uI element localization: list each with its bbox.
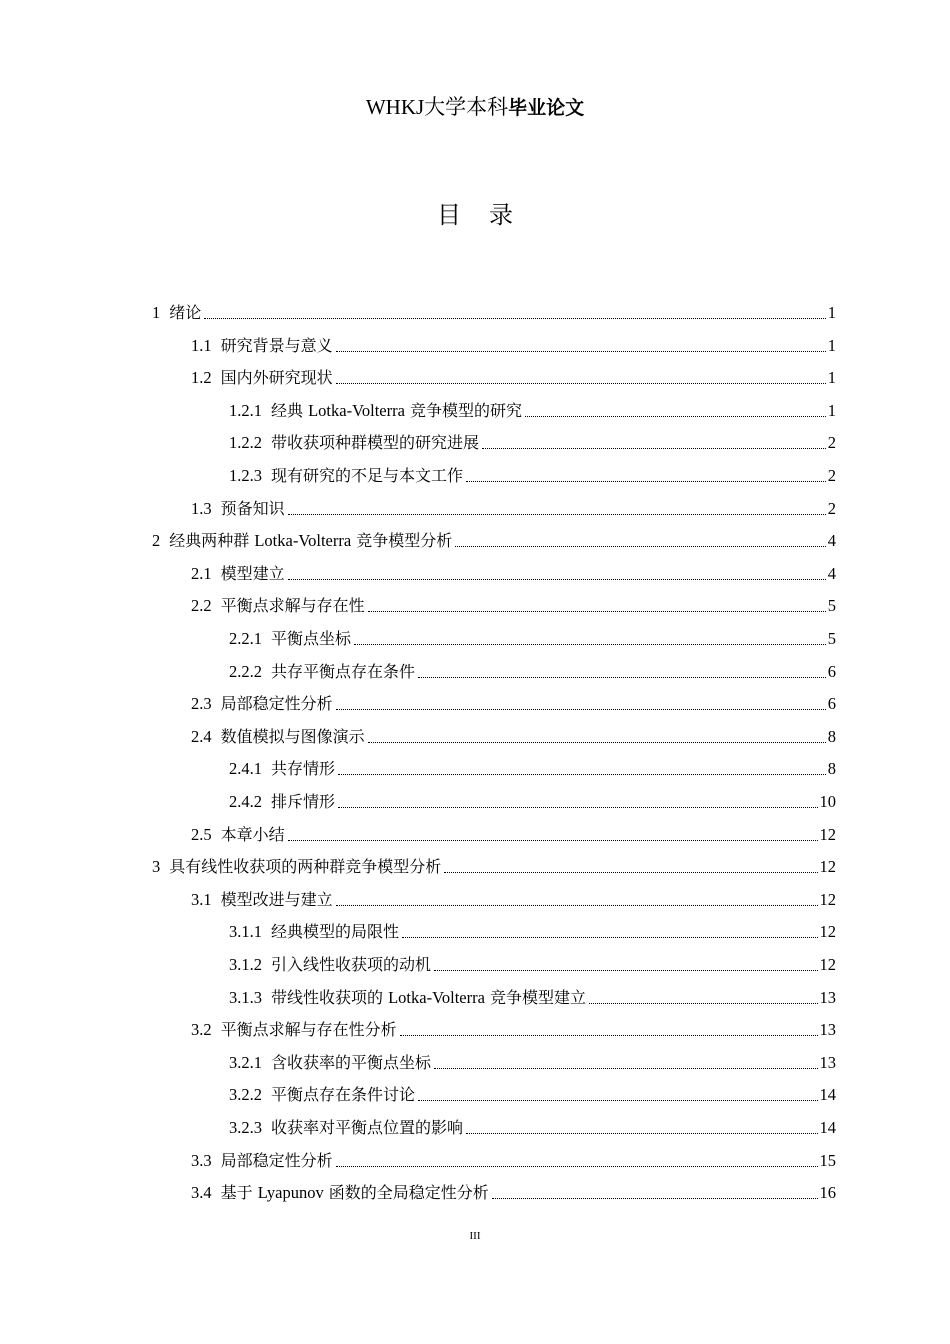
toc-entry-number: 2 [152, 531, 161, 551]
toc-entry-page: 12 [819, 824, 836, 844]
toc-entry-title: 模型改进与建立 [220, 889, 333, 909]
toc-entry-page: 6 [827, 694, 836, 714]
toc-entry[interactable] [0, 814, 836, 846]
toc-entry-title: 局部稳定性分析 [220, 694, 333, 714]
toc-entry-title: 现有研究的不足与本文工作 [271, 466, 464, 485]
toc-entry-number: 3.3 [191, 1150, 212, 1170]
toc-entry-number: 1.1 [191, 335, 212, 355]
toc-entry-number: 3.4 [191, 1183, 212, 1203]
toc-entry[interactable] [0, 651, 836, 683]
toc-leader-dots [466, 1133, 817, 1134]
toc-entry-number: 3.1.1 [229, 922, 262, 942]
toc-leader-dots [204, 318, 825, 319]
toc-leader-dots [354, 644, 826, 645]
toc-entry-number: 3 [152, 857, 161, 877]
toc-entry-page: 5 [827, 629, 836, 648]
toc-entry-number: 2.2.2 [229, 661, 262, 681]
toc-leader-dots [466, 481, 826, 482]
toc-entry-number: 3.2.2 [229, 1085, 262, 1105]
toc-entry-title: 含收获率的平衡点坐标 [271, 1052, 432, 1072]
page-number: III [469, 1230, 481, 1242]
toc-entry-title: 本章小结 [220, 824, 285, 844]
toc-entry-title: 平衡点坐标 [271, 629, 352, 648]
toc-entry[interactable] [0, 781, 836, 813]
toc-leader-dots [418, 677, 826, 678]
toc-entry-number: 1.3 [191, 498, 212, 518]
toc-entry-page: 1 [827, 303, 836, 322]
toc-entry-number: 1.2.3 [229, 466, 262, 485]
toc-entry[interactable] [0, 683, 836, 715]
toc-entry[interactable] [0, 1140, 836, 1172]
toc-entry-page: 13 [819, 1020, 836, 1040]
toc-entry[interactable] [0, 879, 836, 911]
toc-entry[interactable] [0, 1009, 836, 1041]
toc-entry-title: 国内外研究现状 [220, 368, 333, 388]
toc-entry[interactable] [0, 390, 836, 422]
toc-entry-title: 预备知识 [220, 498, 285, 518]
toc-leader-dots [336, 383, 826, 384]
toc-leader-dots [368, 742, 826, 743]
toc-entry-page: 12 [819, 857, 836, 877]
toc-entry-number: 2.2 [191, 596, 212, 616]
toc-leader-dots [338, 774, 826, 775]
toc-entry-title: 共存情形 [271, 759, 336, 779]
toc-leader-dots [368, 611, 826, 612]
toc-leader-dots [482, 448, 826, 449]
toc-entry-number: 1 [152, 303, 161, 322]
toc-entry-page: 1 [827, 400, 836, 420]
toc-entry-page: 6 [827, 661, 836, 681]
toc-entry-title: 经典模型的局限性 [271, 922, 400, 942]
toc-entry-page: 12 [819, 922, 836, 942]
toc-entry-page: 8 [827, 726, 836, 746]
toc-entry[interactable] [0, 1172, 836, 1204]
toc-entry-title: 数值模拟与图像演示 [220, 726, 365, 746]
toc-entry-title: 共存平衡点存在条件 [271, 661, 416, 681]
toc-entry[interactable] [0, 977, 836, 1009]
toc-entry-title: 局部稳定性分析 [220, 1150, 333, 1170]
toc-entry-title: 具有线性收获项的两种群竞争模型分析 [169, 857, 442, 877]
toc-title: 目录 [437, 201, 541, 229]
toc-entry-page: 13 [819, 1052, 836, 1072]
toc-leader-dots [338, 807, 817, 808]
toc-leader-dots [336, 905, 818, 906]
toc-entry-page: 12 [819, 955, 836, 974]
toc-entry-page: 2 [827, 498, 836, 518]
toc-leader-dots [336, 709, 826, 710]
toc-entry[interactable] [0, 488, 836, 520]
toc-entry[interactable] [0, 716, 836, 748]
header-thesis-label: 毕业论文 [508, 97, 585, 119]
toc-entry-title: 引入线性收获项的动机 [271, 955, 432, 974]
toc-leader-dots [288, 579, 826, 580]
toc-entry[interactable] [0, 1042, 836, 1074]
toc-entry-page: 8 [827, 759, 836, 779]
toc-leader-dots [525, 416, 826, 417]
toc-entry[interactable] [0, 585, 836, 617]
toc-leader-dots [400, 1035, 818, 1036]
toc-entry[interactable] [0, 520, 836, 552]
toc-entry-title: 基于 Lyapunov 函数的全局稳定性分析 [220, 1183, 489, 1203]
toc-entry[interactable] [0, 325, 836, 357]
toc-entry-number: 1.2.2 [229, 433, 262, 453]
toc-entry[interactable] [0, 553, 836, 585]
toc-leader-dots [434, 1068, 817, 1069]
toc-entry-title: 收获率对平衡点位置的影响 [271, 1118, 464, 1137]
toc-entry-page: 1 [827, 368, 836, 388]
toc-leader-dots [589, 1003, 817, 1004]
running-header [0, 92, 950, 123]
toc-entry-page: 4 [827, 531, 836, 551]
toc-entry-number: 2.5 [191, 824, 212, 844]
toc-entry[interactable] [0, 911, 836, 943]
toc-entry-title: 平衡点求解与存在性 [220, 596, 365, 616]
toc-entry[interactable] [0, 455, 836, 487]
toc-entry[interactable] [0, 292, 836, 324]
toc-entry[interactable] [0, 422, 836, 454]
header-university: WHKJ大学本科 [365, 95, 509, 119]
toc-entry-page: 14 [819, 1118, 836, 1137]
toc-entry-number: 3.1 [191, 889, 212, 909]
toc-entry-number: 3.1.2 [229, 955, 262, 974]
toc-entry-page: 14 [819, 1085, 836, 1105]
toc-entry-title: 经典 Lotka-Volterra 竞争模型的研究 [271, 400, 523, 420]
toc-entry-page: 5 [827, 596, 836, 616]
toc-leader-dots [492, 1198, 818, 1199]
toc-entry[interactable] [0, 357, 836, 389]
toc-entry-page: 12 [819, 889, 836, 909]
toc-entry-number: 3.2 [191, 1020, 212, 1040]
toc-entry[interactable] [0, 1074, 836, 1106]
toc-entry-number: 2.1 [191, 563, 212, 583]
toc-entry-page: 1 [827, 335, 836, 355]
toc-entry-title: 研究背景与意义 [220, 335, 333, 355]
toc-entry-number: 3.2.1 [229, 1052, 262, 1072]
toc-entry-number: 2.3 [191, 694, 212, 714]
toc-entry-page: 15 [819, 1150, 836, 1170]
toc-entry-number: 2.2.1 [229, 629, 262, 648]
toc-entry-title: 经典两种群 Lotka-Volterra 竞争模型分析 [169, 531, 453, 551]
toc-entry-number: 3.1.3 [229, 987, 262, 1007]
toc-entry-title: 排斥情形 [271, 792, 336, 811]
toc-entry[interactable] [0, 1107, 836, 1139]
toc-entry[interactable] [0, 944, 836, 976]
toc-leader-dots [288, 840, 818, 841]
toc-entry[interactable] [0, 846, 836, 878]
toc-leader-dots [455, 546, 825, 547]
toc-entry-title: 平衡点求解与存在性分析 [220, 1020, 397, 1040]
toc-entry[interactable] [0, 618, 836, 650]
toc-entry-title: 绪论 [169, 303, 202, 322]
toc-leader-dots [336, 351, 826, 352]
toc-entry-page: 2 [827, 433, 836, 453]
toc-entry-page: 10 [819, 792, 836, 811]
toc-entry-page: 13 [819, 987, 836, 1007]
toc-leader-dots [418, 1100, 817, 1101]
toc-entry-page: 4 [827, 563, 836, 583]
toc-entry-number: 2.4.2 [229, 792, 262, 811]
toc-entry-number: 2.4 [191, 726, 212, 746]
toc-entry-page: 2 [827, 466, 836, 485]
toc-leader-dots [336, 1166, 818, 1167]
toc-entry-title: 平衡点存在条件讨论 [271, 1085, 416, 1105]
toc-entry-number: 1.2 [191, 368, 212, 388]
toc-entry[interactable] [0, 748, 836, 780]
toc-entry-number: 2.4.1 [229, 759, 262, 779]
toc-entry-title: 带线性收获项的 Lotka-Volterra 竞争模型建立 [271, 987, 587, 1007]
toc-entry-title: 模型建立 [220, 563, 285, 583]
toc-leader-dots [434, 970, 817, 971]
toc-entry-number: 3.2.3 [229, 1118, 262, 1137]
toc-entry-title: 带收获项种群模型的研究进展 [271, 433, 480, 453]
toc-leader-dots [288, 514, 826, 515]
toc-leader-dots [444, 872, 817, 873]
toc-entry-number: 1.2.1 [229, 400, 262, 420]
toc-leader-dots [402, 937, 817, 938]
toc-entry-page: 16 [819, 1183, 836, 1203]
